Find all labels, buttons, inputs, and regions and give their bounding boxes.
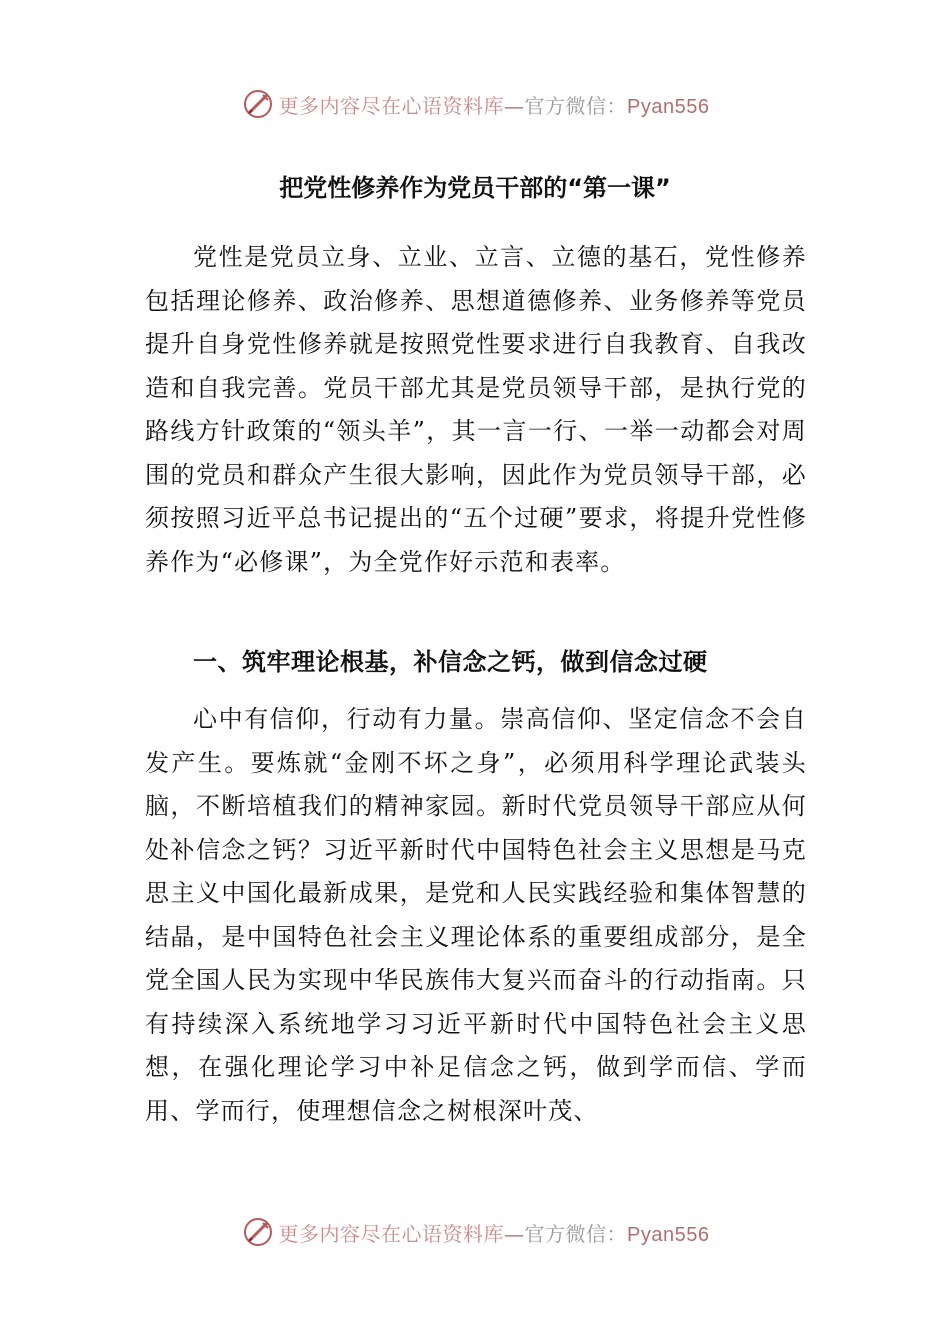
paragraph: 心中有信仰，行动有力量。崇高信仰、坚定信念不会自发产生。要炼就“金刚不坏之身”，必须用科学理论武装头脑，不断培植我们的精神家园。新时代党员领导干部应从何处补信念之钙？习近平新时代中国特色社会主义思想是马克思主义中国化最新成果，是党和人民实践经验和集体智慧的结晶，是中国特色社会主义理论体系的重要组成部分，是全党全国人民为实现中华民族伟大复兴而奋斗的行动指南。只有持续深入系统地学习习近平新时代中国特色社会主义思想，在强化理论学习中补足信念之钙，做到学而信、学而用、学而行，使理想信念之树根深叶茂、 [145,705,807,1125]
watermark-text: 更多内容尽在心语资料库—官方微信：Pyan556 [278,1221,710,1246]
watermark-text: 更多内容尽在心语资料库—官方微信：Pyan556 [278,93,710,118]
footer-watermark [0,1212,950,1252]
pen-logo-icon [241,87,275,121]
header-watermark [0,84,950,124]
document-title: 把党性修养作为党员干部的“第一课” [279,174,671,202]
body-section-2 [145,698,807,1133]
paragraph: 党性是党员立身、立业、立言、立德的基石，党性修养包括理论修养、政治修养、思想道德修养、业务修养等党员提升自身党性修养就是按照党性要求进行自我教育、自我改造和自我完善。党员干部尤其是党员领导干部，是执行党的路线方针政策的“领头羊”，其一言一行、一举一动都会对周围的党员和群众产生很大影响，因此作为党员领导干部，必须按照习近平总书记提出的“五个过硬”要求，将提升党性修养作为“必修课”，为全党作好示范和表率。 [145,243,807,576]
body-section-1 [145,236,807,584]
pen-logo-icon [241,1215,275,1249]
section-heading: 一、筑牢理论根基，补信念之钙，做到信念过硬 [193,648,708,676]
